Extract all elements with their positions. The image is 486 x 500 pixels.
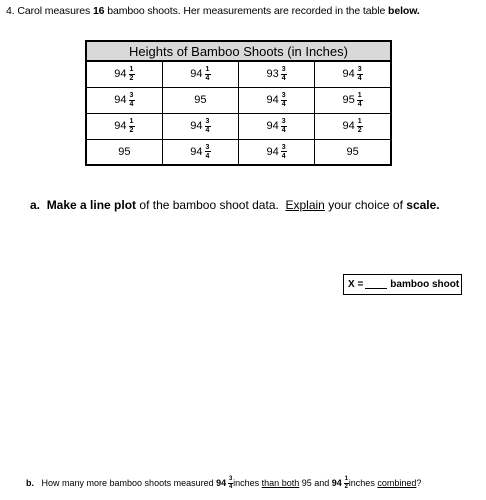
- fraction: [281, 118, 287, 134]
- whole-part: 94: [266, 145, 279, 158]
- table-cell: [315, 87, 391, 113]
- denominator: 2: [129, 127, 134, 134]
- mixed-number: [267, 144, 287, 160]
- mixed-number: [194, 94, 206, 106]
- part-b-mixed-2: [332, 476, 349, 490]
- table-row: [86, 61, 391, 87]
- table-cell: [162, 87, 238, 113]
- table-cell: [86, 87, 162, 113]
- numerator: 3: [129, 92, 134, 99]
- numerator: 3: [281, 118, 286, 125]
- denominator: 4: [205, 127, 210, 134]
- table-cell: [162, 113, 238, 139]
- numerator: 3: [205, 143, 210, 151]
- whole-part: 95: [118, 145, 131, 158]
- denominator: 4: [205, 152, 210, 160]
- denominator: 4: [205, 75, 210, 83]
- mixed-number: [114, 118, 134, 134]
- mixed-1-num: 3: [228, 476, 233, 482]
- whole-part: 95: [194, 94, 207, 106]
- part-a-label: a.: [30, 198, 41, 212]
- numerator: 3: [281, 143, 286, 151]
- shoot-count: 16: [92, 5, 105, 17]
- whole-part: 94: [190, 68, 203, 81]
- numerator: 1: [129, 118, 134, 125]
- fraction: [129, 92, 135, 108]
- part-b-text-4: inches: [348, 478, 375, 488]
- whole-part: 94: [114, 94, 127, 106]
- header-text-1: Carol measures: [17, 5, 91, 17]
- whole-part: 93: [266, 68, 279, 81]
- numerator: 1: [129, 66, 134, 74]
- whole-part: 94: [266, 94, 279, 106]
- part-b-text-3: 95 and: [301, 478, 330, 488]
- fraction: [205, 118, 211, 134]
- mixed-2-whole: 94: [331, 478, 342, 488]
- whole-part: 94: [190, 120, 203, 132]
- table-cell: [162, 139, 238, 165]
- mixed-number: [190, 118, 210, 134]
- table-cell: [239, 61, 315, 87]
- fraction: [281, 92, 287, 108]
- table-row: [86, 87, 391, 113]
- table-cell: [315, 61, 391, 87]
- key-x: X =: [348, 279, 364, 290]
- table-cell: [86, 61, 162, 87]
- table-cell: [162, 61, 238, 87]
- header-text-2: bamboo shoots. Her measurements are recorded in the table: [107, 5, 386, 17]
- mixed-number: [347, 146, 359, 158]
- part-b-label: b.: [26, 478, 34, 488]
- key-blank[interactable]: [365, 280, 387, 289]
- whole-part: 95: [342, 94, 355, 106]
- part-b-text-1: How many more bamboo shoots measured: [41, 478, 214, 488]
- part-b-q: ?: [416, 478, 422, 488]
- numerator: 1: [205, 66, 210, 74]
- part-a-explain: Explain: [285, 198, 325, 212]
- table-row: [86, 113, 391, 139]
- part-b-mixed-1: [216, 476, 233, 490]
- whole-part: 94: [190, 145, 203, 158]
- part-b-text-2: inches: [233, 478, 260, 488]
- numerator: 3: [205, 118, 210, 125]
- line-plot-key: [343, 274, 462, 295]
- fraction: [357, 92, 363, 108]
- mixed-number: [343, 118, 363, 134]
- mixed-2-den: 2: [344, 484, 348, 490]
- table-cell: [86, 113, 162, 139]
- mixed-number: [267, 118, 287, 134]
- part-b-than-both: than both: [261, 478, 300, 488]
- mixed-2-num: 1: [344, 476, 348, 482]
- part-a-scale: scale.: [406, 198, 440, 212]
- fraction: [129, 118, 135, 134]
- numerator: 3: [357, 66, 362, 74]
- table-cell: [239, 87, 315, 113]
- numerator: 3: [281, 92, 286, 99]
- table-cell: [315, 139, 391, 165]
- whole-part: 94: [114, 120, 127, 132]
- denominator: 4: [357, 75, 362, 83]
- numerator: 1: [357, 92, 362, 99]
- whole-part: 94: [342, 68, 355, 81]
- denominator: 4: [281, 152, 286, 160]
- fraction: [357, 118, 363, 134]
- fraction: [357, 66, 363, 82]
- table-cell: [239, 113, 315, 139]
- part-b-combined: combined: [377, 478, 417, 488]
- mixed-number: [118, 146, 130, 158]
- key-text: bamboo shoot: [390, 279, 460, 290]
- table-cell: [315, 113, 391, 139]
- numerator: 3: [281, 66, 286, 74]
- part-a-bold-1: Make a line plot: [46, 198, 137, 212]
- mixed-number: [114, 92, 134, 108]
- fraction: [281, 144, 287, 160]
- denominator: 4: [281, 75, 286, 83]
- mixed-number: [343, 66, 363, 82]
- denominator: 2: [357, 127, 362, 134]
- mixed-1-den: 4: [228, 484, 233, 490]
- mixed-number: [190, 144, 210, 160]
- header-below: below.: [388, 5, 420, 17]
- mixed-number: [114, 66, 134, 82]
- mixed-number: [267, 66, 287, 82]
- denominator: 4: [357, 101, 362, 108]
- mixed-1-whole: 94: [216, 478, 227, 488]
- whole-part: 95: [346, 145, 359, 158]
- denominator: 4: [281, 127, 286, 134]
- whole-part: 94: [114, 68, 127, 81]
- mixed-number: [190, 66, 210, 82]
- question-header: [6, 5, 420, 17]
- table-body: [86, 61, 391, 165]
- denominator: 4: [129, 101, 134, 108]
- table-row: [86, 139, 391, 165]
- part-b-prompt: [26, 476, 421, 490]
- whole-part: 94: [266, 120, 279, 132]
- denominator: 2: [129, 75, 134, 83]
- table-title: Heights of Bamboo Shoots (in Inches): [86, 41, 391, 61]
- fraction: [205, 144, 211, 160]
- part-a-prompt: [30, 198, 440, 212]
- denominator: 4: [281, 101, 286, 108]
- fraction: [205, 66, 211, 82]
- fraction: [129, 66, 135, 82]
- part-a-text-1: of the bamboo shoot data.: [139, 198, 279, 212]
- whole-part: 94: [342, 120, 355, 132]
- mixed-number: [343, 92, 363, 108]
- numerator: 1: [357, 118, 362, 125]
- mixed-number: [267, 92, 287, 108]
- fraction: [281, 66, 287, 82]
- table-cell: [239, 139, 315, 165]
- part-a-text-2: your choice of: [328, 198, 403, 212]
- question-number: 4.: [6, 5, 15, 17]
- table-cell: [86, 139, 162, 165]
- bamboo-heights-table: [85, 40, 392, 166]
